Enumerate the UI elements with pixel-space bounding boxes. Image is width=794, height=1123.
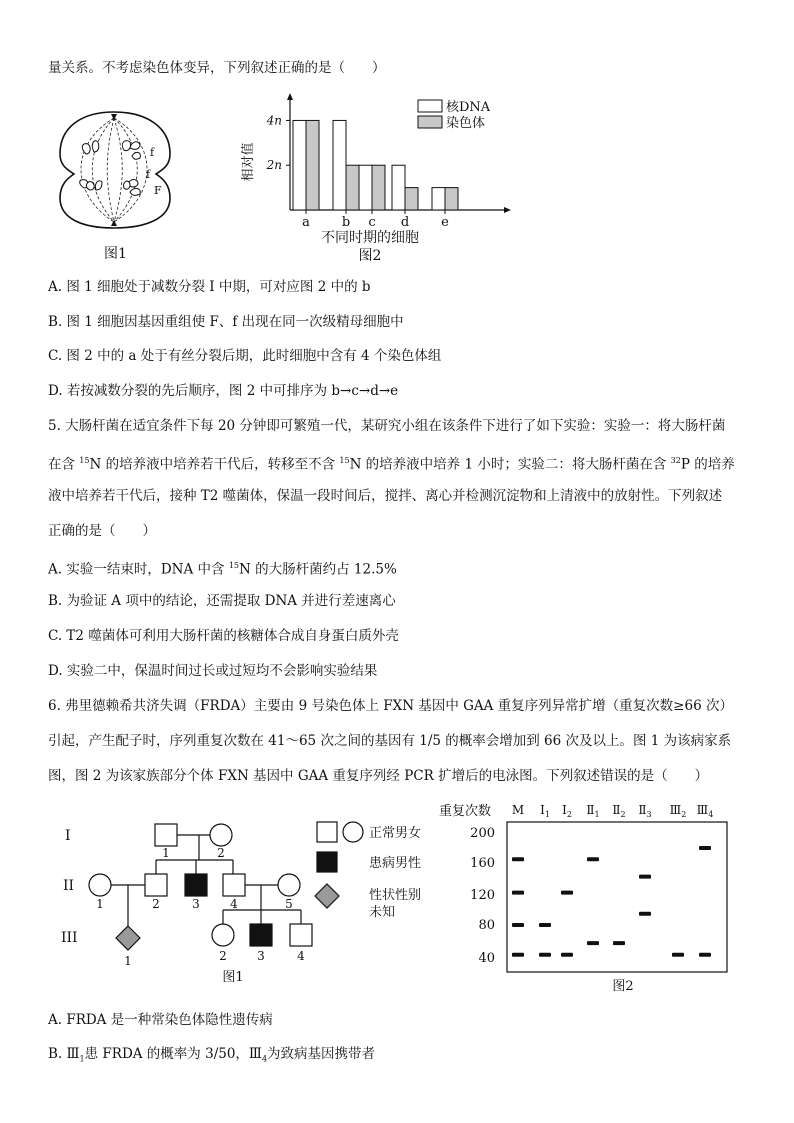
legend-swatch-1 [418,116,442,128]
gel-band-I2-44 [561,953,573,957]
pedigree-III2-female [212,924,234,946]
q5-text-c: N 的培养液中培养 1 小时；实验二：将大肠杆菌在含 [349,456,671,473]
gel-band-M-123 [512,891,524,895]
gel-lane-subscript: 3 [646,810,652,819]
gel-band-II3-95 [639,912,651,916]
q4-option-a[interactable]: A. 图 1 细胞处于减数分裂 I 中期，可对应图 2 中的 b [48,279,371,295]
q5-stem-line-2 [48,452,735,474]
pedigree-II4-male [223,874,245,896]
id-II3: 3 [192,897,200,911]
id-III2: 2 [219,949,227,963]
bar-b-dna [333,120,346,210]
pedigree-I2-female [210,824,232,846]
gel-band-I2-123 [561,891,573,895]
q5-stem-line-4: 正确的是（ ） [48,523,156,539]
gel-y-tick-label: 120 [470,888,495,903]
sub-1: 1 [79,1054,85,1064]
allele-label-F: F [154,184,162,197]
pedigree-II1-female [89,874,111,896]
bar-b-chromosome [346,165,359,210]
n15-superscript: 15 [339,456,350,465]
q4-option-d[interactable]: D. 若按减数分裂的先后顺序，图 2 中可排序为 b→c→d→e [48,383,399,399]
pedigree-III4-male [290,924,312,946]
q6b-text-1: B. Ⅲ [48,1046,80,1062]
q6-stem-line-1: 6. 弗里德赖希共济失调（FRDA）主要由 9 号染色体上 FXN 基因中 GAA 重复序列异常扩增（重复次数≥66 次） [48,698,733,714]
bar-chart-figure [232,90,522,270]
cell-figure-caption: 图1 [104,246,127,262]
gel-lane-subscript: 1 [544,810,550,819]
gel-y-tick-label: 40 [478,951,495,966]
gel-lane-label-II2: $Ⅱ_2$ [612,803,626,819]
id-II5: 5 [285,897,293,911]
q6-stem-line-3: 图，图 2 为该家族部分个体 FXN 基因中 GAA 重复序列经 PCR 扩增后的电泳图。下列叙述错误的是（ ） [48,768,709,784]
gel-lane-label-I2: $Ⅰ_2$ [562,803,572,819]
gel-band-I1-80 [539,923,551,927]
gel-band-I1-44 [539,953,551,957]
gel-band-III4-44 [699,953,711,957]
legend-swatch-0 [418,100,442,112]
q5-option-c[interactable]: C. T2 噬菌体可利用大肠杆菌的核糖体合成自身蛋白质外壳 [48,628,399,644]
gel-y-tick-label: 80 [478,918,495,933]
sub-4: 4 [261,1054,268,1064]
allele-label-f1: f [150,146,155,159]
q5-option-a[interactable] [48,557,397,579]
gel-lane-subscript: 1 [594,810,600,819]
q4-option-c[interactable]: C. 图 2 中的 a 处于有丝分裂后期，此时细胞中含有 4 个染色体组 [48,348,442,364]
gel-band-III2-44 [672,953,684,957]
y-tick-label: 2n [266,158,282,173]
gel-caption: 图2 [612,979,634,994]
q5-stem-line-3: 液中培养若干代后，接种 T2 噬菌体，保温一段时间后，搅拌、离心并检测沉淀物和上清液中的放射性。下列叙述 [48,488,723,504]
gel-frame [507,822,727,972]
question-4-stem-end: 量关系。不考虑染色体变异，下列叙述正确的是（ ） [48,60,386,76]
pedigree-chart [55,810,450,990]
p32-superscript: 32 [670,456,681,465]
cell-division-figure [50,104,180,264]
id-II1: 1 [96,897,104,911]
cell-division-drawing [50,104,180,264]
legend-affected-male-symbol [317,852,337,872]
gel-lane-subscript: 2 [620,810,626,819]
gel-lane-subscript: 4 [708,810,714,819]
gel-y-tick-label: 200 [470,826,495,841]
legend-unknown-symbol [315,884,339,908]
y-axis-label: 相对值 [241,142,256,182]
id-II2: 2 [152,897,160,911]
q5-option-b[interactable]: B. 为验证 A 项中的结论，还需提取 DNA 并进行差速离心 [48,593,396,609]
legend-unknown-label-1: 性状性别 [369,888,422,903]
generation-III: III [61,930,78,946]
gel-lane-label-III4: $Ⅲ_4$ [696,803,714,819]
n15-superscript: 15 [228,561,239,570]
pedigree-III3-affected-male [250,924,272,946]
n15-superscript: 15 [79,456,90,465]
gel-band-M-80 [512,923,524,927]
id-III4: 4 [297,949,305,963]
bar-a-dna [293,120,306,210]
legend-normal-female-symbol [343,822,363,842]
bar-c-chromosome [372,165,385,210]
bar-c-dna [359,165,372,210]
x-tick-label: a [302,215,310,230]
allele-label-f2: f [146,168,151,181]
bar-d-chromosome [405,188,418,210]
gel-lane-subscript: 2 [681,810,687,819]
gel-band-M-165 [512,857,524,861]
gel-electrophoresis-chart [435,798,735,998]
gel-band-II1-58 [587,941,599,945]
pedigree-caption: 图1 [222,970,244,985]
bar-chart [232,90,522,270]
legend-label-1: 染色体 [446,116,486,131]
gel-lane-subscript: 2 [566,810,572,819]
x-tick-label: b [341,215,351,230]
q5-option-d[interactable]: D. 实验二中，保温时间过长或过短均不会影响实验结果 [48,663,378,679]
x-tick-label: d [400,215,410,230]
pedigree-II2-male [145,874,167,896]
pedigree-figure [55,810,450,990]
pedigree-III1-unknown [116,926,140,950]
id-II4: 4 [230,897,238,911]
q5-text-b: N 的培养液中培养若干代后，转移至不含 [89,456,340,473]
gel-lane-label-III2: $Ⅲ_2$ [669,803,687,819]
q6-option-a[interactable]: A. FRDA 是一种常染色体隐性遗传病 [48,1012,273,1028]
pedigree-I1-male [155,824,177,846]
gel-lane-label-II3: $Ⅱ_3$ [638,803,652,819]
generation-I: I [65,828,71,844]
gel-y-tick-label: 160 [470,856,495,871]
y-axis-arrow [287,93,293,100]
gel-lane-label-II1: $Ⅱ_1$ [586,803,600,819]
gel-band-II3-143 [639,875,651,879]
q6b-text-3: 为致病基因携带者 [267,1046,376,1062]
q5-stem-line-1: 5. 大肠杆菌在适宜条件下每 20 分钟即可繁殖一代，某研究小组在该条件下进行了如下实验：实验一：将大肠杆菌 [48,418,726,434]
gel-band-M-44 [512,953,524,957]
pedigree-II5-female [278,874,300,896]
q5a-text-1: A. 实验一结束时，DNA 中含 [48,561,229,578]
q5-text-a: 在含 [48,456,80,473]
bar-d-dna [392,165,405,210]
bar-a-chromosome [306,120,319,210]
q6-stem-line-2: 引起，产生配子时，序列重复次数在 41～65 次之间的基因有 1/5 的概率会增加到 66 次及以上。图 1 为该病家系 [48,733,732,749]
gel-band-II2-58 [613,941,625,945]
legend-affected-label: 患病男性 [369,856,422,871]
y-tick-label: 4n [266,113,282,128]
x-axis-label: 不同时期的细胞 [321,230,419,246]
bar-e-chromosome [445,188,458,210]
legend-label-0: 核DNA [446,100,491,115]
legend-normal-label: 正常男女 [369,826,422,841]
x-axis-arrow [504,207,511,213]
id-I1: 1 [162,846,170,860]
chart-caption: 图2 [358,248,382,264]
generation-II: II [63,878,75,894]
gel-figure [435,798,735,998]
x-tick-label: e [441,215,449,230]
id-III3: 3 [257,949,265,963]
q5-text-d: P 的培养 [680,456,735,473]
id-III1: 1 [124,954,132,968]
q6-option-b[interactable] [48,1045,375,1069]
bar-e-dna [432,188,445,210]
legend-normal-male-symbol [317,822,337,842]
q4-option-b[interactable]: B. 图 1 细胞因基因重组使 F、f 出现在同一次级精母细胞中 [48,314,404,330]
gel-y-title: 重复次数 [439,804,492,819]
gel-lane-label-M: M [511,803,525,817]
gel-lane-label-I1: $Ⅰ_1$ [540,803,550,819]
q5a-text-2: N 的大肠杆菌约占 12.5% [239,561,397,578]
q6b-text-2: 患 FRDA 的概率为 3/50，Ⅲ [84,1046,262,1062]
id-I2: 2 [217,846,225,860]
pedigree-II3-affected-male [185,874,207,896]
gel-band-II1-165 [587,857,599,861]
x-tick-label: c [368,215,376,230]
gel-band-III4-180 [699,846,711,850]
legend-unknown-label-2: 未知 [369,905,396,920]
